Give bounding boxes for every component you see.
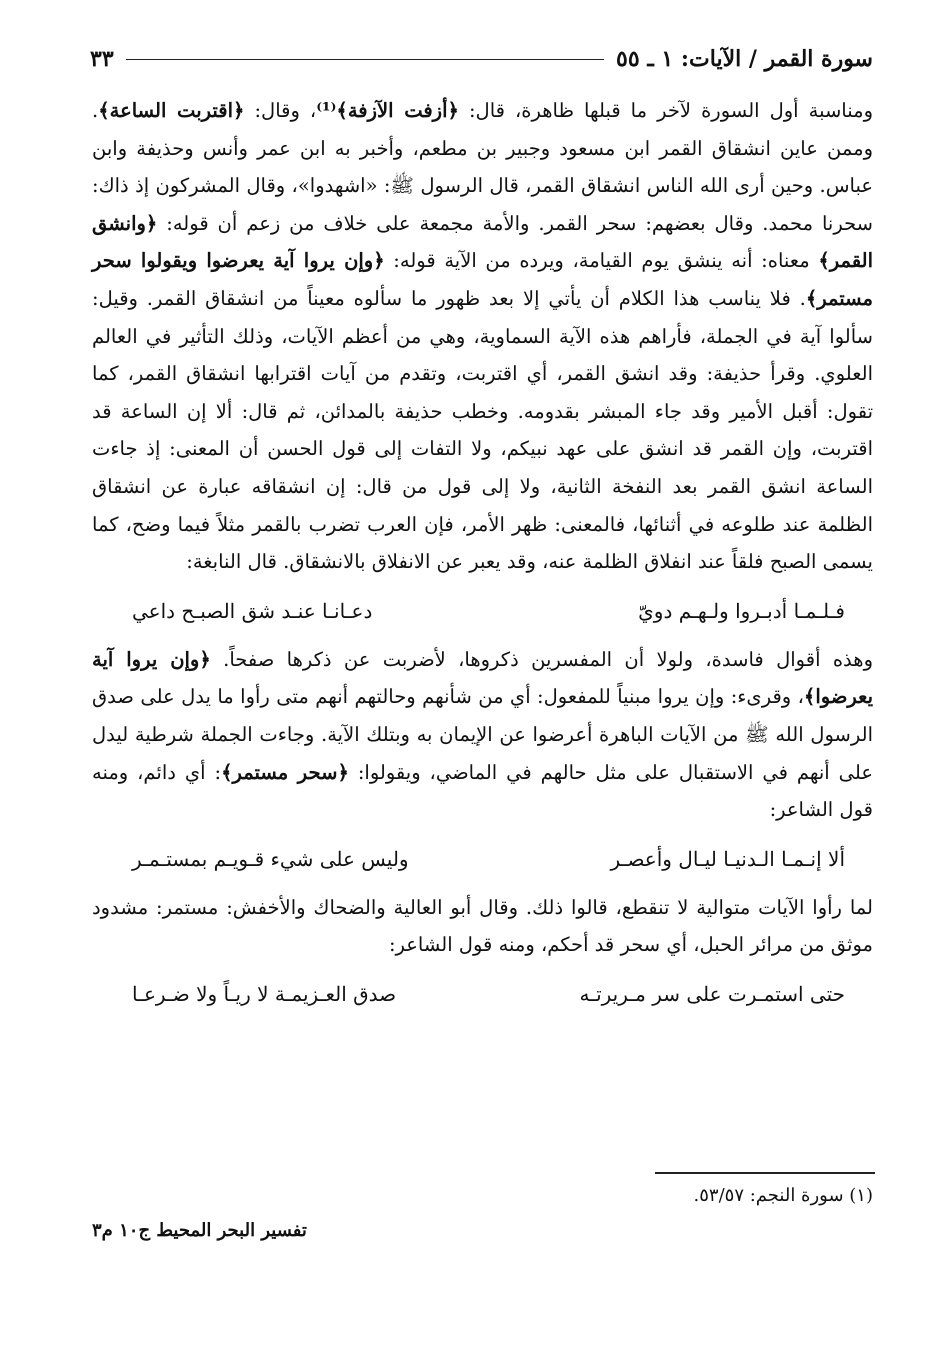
quran-quote: ﴿وإن يروا آية يعرضوا ويقولوا سحر مستمر﴾ <box>92 249 873 310</box>
running-header <box>90 42 873 76</box>
text-span: ، وقال: <box>244 99 317 122</box>
text-span: ، وقرىء: وإن يروا مبنياً للمفعول: أي من شأنهم وحالتهم أنهم متى رأوا ما يدل على صدق الرسول الله ﷺ من الآيات الباهرة أعرضوا عن الإيمان به وبتلك الآية. وجاءت الجملة شرطية ليدل على أنهم في الاستقبال على مثل حالهم في الماضي، ويقولوا: <box>92 685 873 784</box>
footnote: (١) سورة النجم: ٥٣/٥٧. <box>693 1185 873 1206</box>
footnote-rule <box>655 1172 875 1174</box>
quran-quote: ﴿وإن يروا آية يعرضوا﴾ <box>92 647 873 709</box>
header-rule <box>126 59 604 60</box>
text-span: : أي دائم، ومنه قول الشاعر: <box>92 760 873 822</box>
surah-title: سورة القمر / الآيات: ١ ـ ٥٥ <box>616 46 873 72</box>
paragraph-2 <box>92 641 873 829</box>
main-text <box>92 92 873 1024</box>
verse-first-hemistich: فـلـمـا أدبـروا ولـهـم دويّ <box>638 598 845 623</box>
paragraph-1 <box>92 92 873 581</box>
verse-second-hemistich: صدق العـزيمـة لا ريـاً ولا ضـرعـا <box>132 981 397 1006</box>
verse-second-hemistich: وليس على شيء قـويـم بمستـمـر <box>132 846 409 871</box>
paragraph-3: لما رأوا الآيات متوالية لا تنقطع، قالوا ذلك. وقال أبو العالية والضحاك والأخفش: مستمر: مشدود موثق من مرائر الحبل، أي سحر قد أحكم، ومنه قول الشاعر: <box>92 895 873 957</box>
text-span: ومناسبة أول السورة لآخر ما قبلها ظاهرة، قال: <box>458 99 873 122</box>
verse-second-hemistich: دعـانـا عنـد شق الصبـح داعي <box>132 598 373 623</box>
page-number: ٣٣ <box>90 46 114 72</box>
text-span: معناه: أنه ينشق يوم القيامة، ويرده من الآية قوله: <box>384 249 819 273</box>
poetry-verse-3 <box>132 974 845 1014</box>
text-span: وهذه أقوال فاسدة، ولولا أن المفسرين ذكروها، لأضربت عن ذكرها صفحاً. <box>210 647 873 671</box>
quran-quote: ﴿أزفت الآزفة﴾⁽¹⁾ <box>316 99 459 122</box>
poetry-verse-1 <box>132 591 845 631</box>
verse-first-hemistich: حتى استمـرت على سر مـريرتـه <box>579 981 845 1006</box>
quran-quote: ﴿سحر مستمر﴾ <box>221 760 349 784</box>
text-span: . وممن عاين انشقاق القمر ابن مسعود وجبير بن مطعم، وأخبر به ابن عمر وأنس وحذيفة وابن عباس. وحين أرى الله الناس انشقاق القمر، قال الرسول ﷺ: «اشهدوا»، وقال المشركون إذ ذاك: سحرنا محمد. وقال بعضهم: سحر القمر. والأمة مجمعة على خلاف من زعم أن قوله: <box>92 99 873 235</box>
quran-quote: ﴿اقتربت الساعة﴾ <box>98 99 245 122</box>
book-signature: تفسير البحر المحيط ج١٠ م٣ <box>92 1220 307 1241</box>
quran-quote: ﴿وانشق القمر﴾ <box>92 211 873 273</box>
verse-first-hemistich: ألا إنـمـا الـدنيـا ليـال وأعصـر <box>610 846 845 871</box>
text-span: . فلا يناسب هذا الكلام أن يأتي إلا بعد ظهور ما سألوه معيناً من انشقاق القمر. وقيل: سألوا آية في الجملة، فأراهم هذه الآية السماوية، وهي من أعظم الآيات، وذلك التأثير في العالم العلوي. وقرأ حذيفة: وقد انشق القمر، أي اقتربت، وتقدم من آيات اقترابها انشقاق القمر، كما تقول: أقبل الأمير وقد جاء المبشر بقدومه. وخطب حذيفة بالمدائن، ثم قال: ألا إن الساعة قد اقتربت، وإن القمر قد انشق على عهد نبيكم، ولا التفات إلى قول الحسن أن المعنى: إذ جاءت الساعة انشق القمر بعد النفخة الثانية، ولا إلى قول من قال: إن انشقاقه عبارة عن انشقاق الظلمة عند طلوعه في أثنائها، فالمعنى: ظهر الأمر، فإن العرب تضرب بالقمر مثلاً فيما وضح، كما يسمى الصبح فلقاً عند انفلاق الظلمة عنه، وقد يعبر عن الانفلاق بالانشقاق. قال النابغة: <box>92 286 873 574</box>
poetry-verse-2 <box>132 839 845 879</box>
